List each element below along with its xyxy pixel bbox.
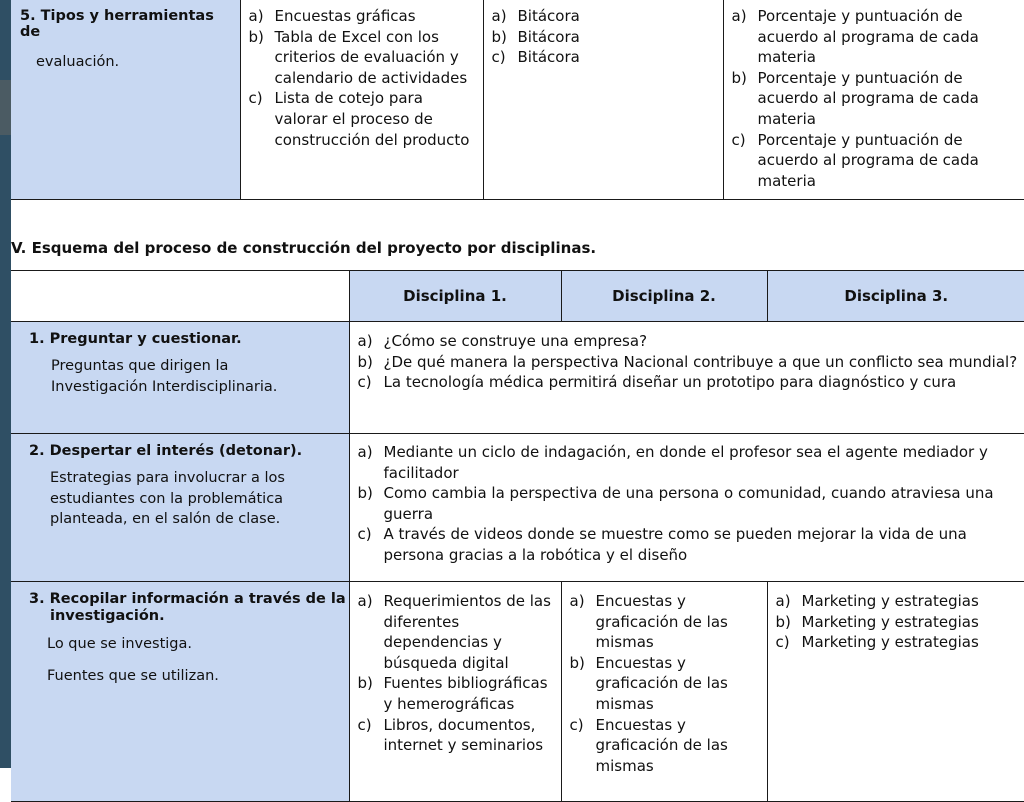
list-item	[776, 632, 1022, 653]
row3-description-what: Lo que se investiga.	[47, 636, 192, 652]
list-marker: c)	[357, 373, 372, 392]
row3-col3-cell	[767, 582, 1024, 802]
list-marker: b)	[775, 612, 791, 631]
list-item	[358, 331, 1022, 352]
list-item	[776, 591, 1022, 612]
list-item-text: Bitácora	[517, 7, 580, 25]
list-item	[358, 673, 557, 714]
list-item-text: Bitácora	[517, 48, 580, 67]
row1-content-cell	[349, 322, 1024, 434]
list-marker: c)	[731, 130, 746, 149]
row1-description: Preguntas que dirigen la Investigación Interdisciplinaria.	[51, 358, 278, 395]
list-item	[570, 653, 763, 715]
list-marker: c)	[357, 715, 372, 734]
list-item-text: Mediante un ciclo de indagación, en donde el profesor sea el agente mediador y facilitador	[383, 443, 988, 482]
list-marker: a)	[357, 592, 373, 610]
row2-title: 2. Despertar el interés (detonar).	[29, 443, 303, 459]
header-disciplina-1: Disciplina 1.	[349, 271, 561, 322]
list-item-text: Marketing y estrategias	[801, 612, 979, 631]
list-item-text: La tecnología médica permitirá diseñar un prototipo para diagnóstico y cura	[383, 373, 957, 392]
section5-col2-cell	[483, 0, 723, 200]
list-item	[358, 352, 1022, 373]
section5-title-continued: evaluación.	[36, 54, 120, 70]
list-item	[492, 27, 719, 48]
section5-label-cell	[11, 0, 240, 200]
row1-list	[358, 331, 1022, 393]
row2-list	[358, 442, 1022, 566]
list-item	[492, 6, 719, 27]
row3-title-continued: investigación.	[50, 608, 165, 624]
list-item	[358, 715, 557, 756]
list-item	[732, 68, 1022, 130]
list-marker: b)	[248, 27, 264, 46]
list-item-text: Encuestas y graficación de las mismas	[595, 653, 728, 713]
list-marker: a)	[569, 592, 585, 610]
section5-col2-list	[492, 6, 719, 68]
list-item-text: Bitácora	[517, 27, 580, 46]
section5-col1-cell	[240, 0, 483, 200]
row3-col2-list	[570, 591, 763, 776]
list-item	[249, 88, 479, 150]
row2-content-cell	[349, 434, 1024, 582]
list-marker: b)	[357, 352, 373, 371]
row1-label-cell	[11, 322, 349, 434]
document-page	[11, 0, 1024, 775]
section5-col3-cell	[723, 0, 1024, 200]
header-disciplina-3: Disciplina 3.	[767, 271, 1024, 322]
list-item-text: Encuestas y graficación de las mismas	[595, 715, 728, 775]
list-marker: a)	[775, 592, 791, 610]
list-item-text: ¿Cómo se construye una empresa?	[383, 332, 648, 350]
row3-col2-cell	[561, 582, 767, 802]
list-item-text: Requerimientos de las diferentes dependencias y búsqueda digital	[383, 592, 551, 672]
list-item-text: Libros, documentos, internet y seminarios	[383, 715, 544, 755]
list-item	[358, 372, 1022, 393]
list-marker: b)	[731, 68, 747, 87]
section5-col1-list	[249, 6, 479, 150]
list-item	[732, 6, 1022, 68]
list-marker: c)	[491, 48, 506, 67]
table-header-row	[11, 271, 1024, 322]
empty-header-cell	[11, 271, 349, 322]
list-item	[776, 612, 1022, 633]
table-row	[11, 322, 1024, 434]
list-item-text: Lista de cotejo para valorar el proceso de construcción del producto	[274, 89, 470, 149]
list-item	[570, 715, 763, 777]
row3-col1-list	[358, 591, 557, 756]
window-left-edge-notch	[0, 80, 11, 135]
section5-col3-list	[732, 6, 1022, 191]
list-item	[492, 47, 719, 68]
list-marker: c)	[775, 633, 790, 652]
list-marker: b)	[491, 27, 507, 46]
list-marker: a)	[731, 7, 747, 25]
list-item-text: Encuestas gráficas	[274, 7, 416, 25]
list-marker: a)	[357, 332, 373, 350]
list-marker: b)	[357, 484, 373, 503]
list-marker: b)	[569, 653, 585, 672]
list-item-text: Porcentaje y puntuación de acuerdo al programa de cada materia	[757, 7, 979, 67]
row3-col1-cell	[349, 582, 561, 802]
list-item	[249, 27, 479, 89]
discipline-table	[11, 270, 1024, 802]
list-item-text: Porcentaje y puntuación de acuerdo al programa de cada materia	[757, 68, 979, 128]
table-row	[11, 434, 1024, 582]
list-item-text: Como cambia la perspectiva de una persona o comunidad, cuando atraviesa una guerra	[383, 484, 994, 523]
list-item	[358, 591, 557, 673]
section5-title: 5. Tipos y herramientas de	[20, 8, 214, 40]
evaluation-table	[11, 0, 1024, 200]
list-item-text: Encuestas y graficación de las mismas	[595, 592, 728, 652]
list-item-text: Marketing y estrategias	[801, 592, 979, 610]
header-disciplina-2: Disciplina 2.	[561, 271, 767, 322]
table-row	[11, 0, 1024, 200]
list-item	[358, 442, 1022, 483]
list-item-text: Marketing y estrategias	[801, 633, 979, 652]
list-item	[732, 130, 1022, 192]
list-item	[358, 483, 1022, 524]
row3-label-cell	[11, 582, 349, 802]
section-heading: V. Esquema del proceso de construcción del proyecto por disciplinas.	[11, 239, 597, 257]
list-marker: b)	[357, 674, 373, 693]
row3-description-sources: Fuentes que se utilizan.	[47, 667, 219, 684]
list-item-text: Tabla de Excel con los criterios de evaluación y calendario de actividades	[274, 27, 468, 87]
table-row	[11, 582, 1024, 802]
list-item	[358, 524, 1022, 565]
list-item-text: Porcentaje y puntuación de acuerdo al programa de cada materia	[757, 130, 979, 190]
list-marker: c)	[569, 715, 584, 734]
list-marker: c)	[357, 525, 372, 544]
row2-description: Estrategias para involucrar a los estudiantes con la problemática planteada, en el salón de clase.	[50, 470, 285, 528]
row2-label-cell	[11, 434, 349, 582]
row1-title: 1. Preguntar y cuestionar.	[29, 331, 242, 347]
list-marker: c)	[248, 89, 263, 108]
list-marker: a)	[248, 7, 264, 25]
list-item-text: ¿De qué manera la perspectiva Nacional contribuye a que un conflicto sea mundial?	[383, 352, 1018, 371]
list-item	[570, 591, 763, 653]
list-marker: a)	[491, 7, 507, 25]
row3-title: 3. Recopilar información a través de la	[29, 591, 346, 607]
row3-col3-list	[776, 591, 1022, 653]
list-item-text: Fuentes bibliográficas y hemerográficas	[383, 674, 548, 713]
list-item	[249, 6, 479, 27]
list-marker: a)	[357, 443, 373, 461]
list-item-text: A través de videos donde se muestre como se pueden mejorar la vida de una persona gracias a la robótica y el diseño	[383, 525, 967, 564]
